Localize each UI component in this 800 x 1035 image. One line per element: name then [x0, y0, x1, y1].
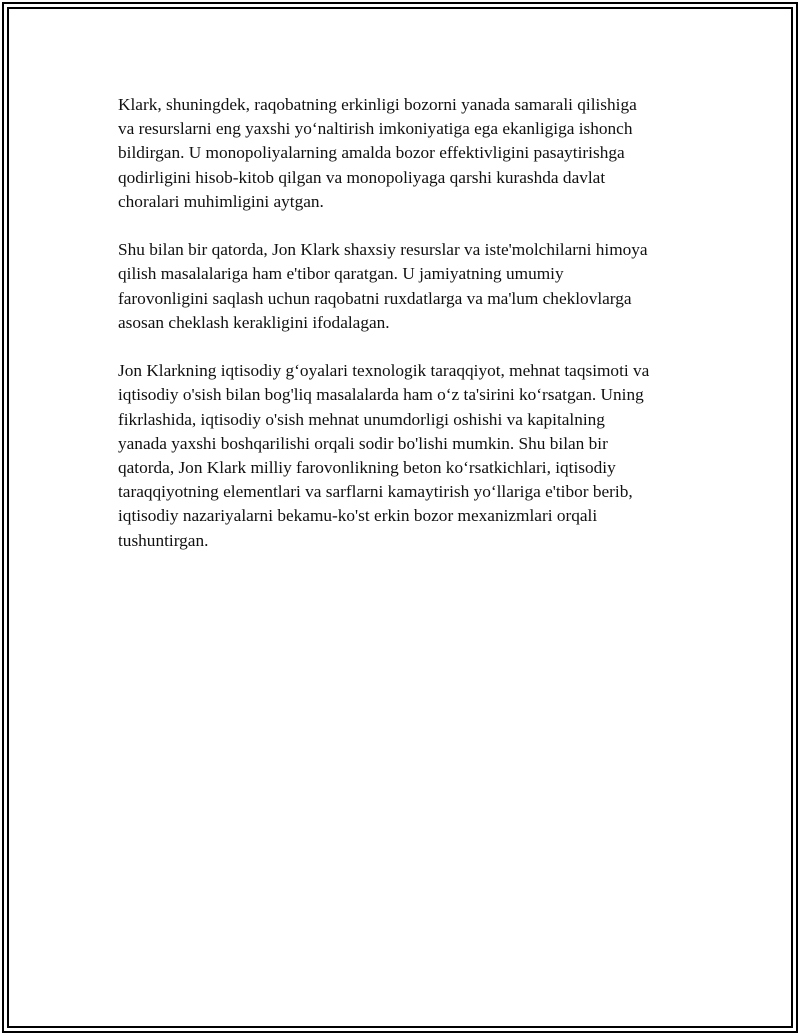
paragraph-2: Shu bilan bir qatorda, Jon Klark shaxsiy resurslar va iste'molchilarni himoya qilish masalalariga ham e'tibor qaratgan. U jamiyatning umumiy farovonligini saqlash uchun raqobatni ruxdatlarga va ma'lum cheklovlarga asosan cheklash kerakligini ifodalagan. — [118, 240, 648, 332]
document-body — [118, 93, 690, 577]
paragraph-1: Klark, shuningdek, raqobatning erkinligi bozorni yanada samarali qilishiga va resurslarni eng yaxshi yo‘naltirish imkoniyatiga ega ekanligiga ishonch bildirgan. U monopoliyalarning amalda bozor effektivligini pasaytirishga qodirligini hisob-kitob qilgan va monopoliyaga qarshi kurashda davlat choralari muhimligini aytgan. — [118, 95, 637, 211]
paragraph-3: Jon Klarkning iqtisodiy g‘oyalari texnologik taraqqiyot, mehnat taqsimoti va iqtisodiy o'sish bilan bog'liq masalalarda ham o‘z ta'sirini ko‘rsatgan. Uning fikrlashida, iqtisodiy o'sish mehnat unumdorligi oshishi va kapitalning yanada yaxshi boshqarilishi orqali sodir bo'lishi mumkin. Shu bilan bir qatorda, Jon Klark milliy farovonlikning beton ko‘rsatkichlari, iqtisodiy taraqqiyotning elementlari va sarflarni kamaytirish yo‘llariga e'tibor berib, iqtisodiy nazariyalarni bekamu-ko'st erkin bozor mexanizmlari orqali tushuntirgan. — [118, 361, 650, 550]
